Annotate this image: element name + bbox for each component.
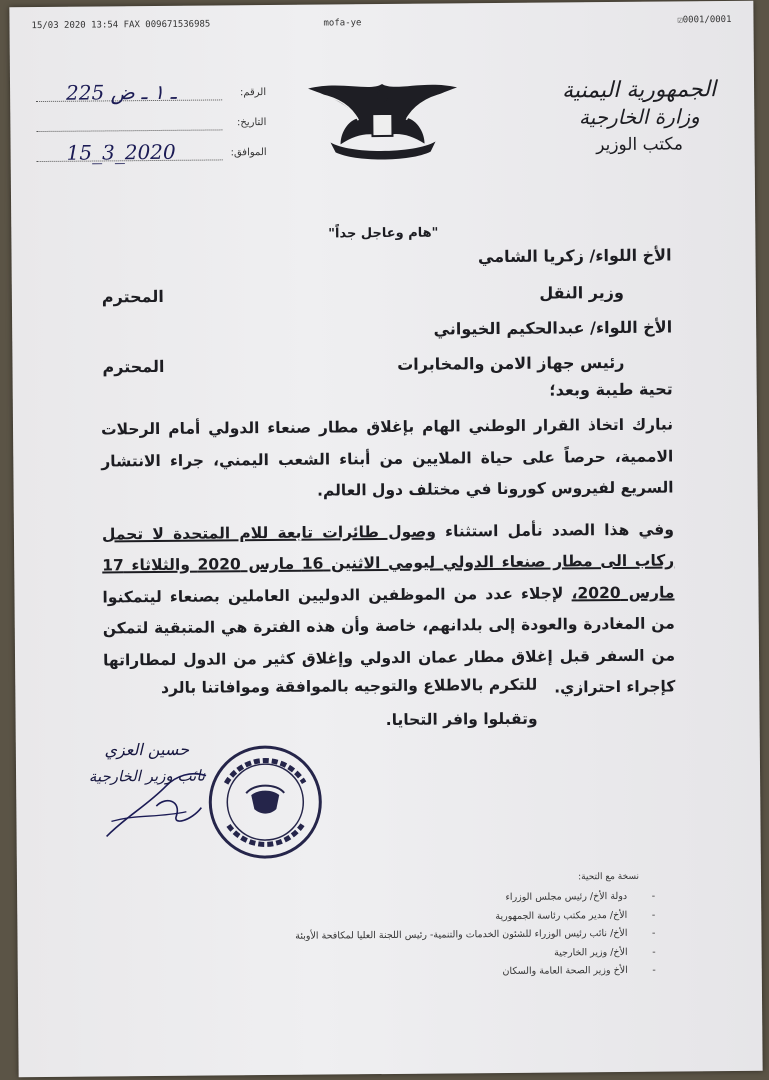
fax-sender: mofa-ye — [323, 18, 362, 29]
copy-item: - الأخ/ نائب رئيس الوزراء للشئون الخدمات والتنمية- رئيس اللجنة العليا لمكافحة الأوبئة — [167, 925, 641, 948]
fax-timestamp: 15/03 2020 13:54 FAX 009671536985 — [31, 19, 211, 32]
signer-name: حسين العزي — [104, 739, 190, 760]
date-label: التاريخ: — [236, 117, 267, 129]
underlined-request: وصول طائرات تابعة للام المتحدة لا تحمل ركاب الى مطار صنعاء الدولي ليومي الاثنين 16 مارس 2020 والثلاثاء 17 مارس 2020، — [101, 522, 675, 602]
corresponding-value: 15_3_2020 — [66, 139, 176, 165]
urgent-label: "هام وعاجل جداً" — [328, 225, 439, 242]
number-label: الرقم: — [239, 87, 267, 99]
greeting: تحية طيبة وبعد؛ — [549, 379, 673, 400]
copies-heading: نسخة مع التحية: — [578, 871, 640, 883]
reference-block — [36, 77, 267, 169]
republic-name: الجمهورية اليمنية — [561, 77, 717, 104]
copies-list — [167, 872, 642, 985]
copy-item: - دولة الأخ/ رئيس مجلس الوزراء — [167, 888, 641, 911]
letter-body — [101, 409, 676, 707]
copy-item: - الأخ وزير الصحة العامة والسكان — [168, 962, 642, 985]
paragraph-2: وفي هذا الصدد نأمل استثناء وصول طائرات تابعة للام المتحدة لا تحمل ركاب الى مطار صنعاء الدولي ليومي الاثنين 16 مارس 2020 والثلاثاء 17 مارس 2020، لإجلاء عدد من الموظفين الدوليين العاملين بصنعاء ليتمكنوا من المغادرة والعودة إلى بلدانهم، خاصة وأن هذه الفترة هي المتبقية لتمكن من السفر قبل إغلاق مطار عمان الدولي وإغلاق كثير من الدول لمطاراتها كإجراء احترازي. — [101, 519, 676, 697]
paragraph-1: نبارك اتخاذ القرار الوطني الهام بإغلاق مطار صنعاء الدولي أمام الرحلات الاممية، حرصاً على حياة الملايين من أبناء الشعب اليمني، جراء الانتشار السريع لفيروس كورونا في مختلف دول العالم. — [100, 415, 674, 500]
addressee-1-title: الأخ اللواء/ زكريا الشامي — [477, 245, 672, 267]
signer-title: نائب وزير الخارجية — [88, 766, 206, 786]
eagle-emblem-icon — [300, 73, 466, 164]
addressee-1-position: وزير النقل المحترم — [101, 282, 624, 307]
number-value: 225 ـ ١ ـ ض — [65, 79, 177, 105]
ministry-letterhead — [544, 77, 735, 156]
addressee-2-position: رئيس جهاز الامن والمخابرات المحترم — [102, 352, 625, 377]
ministry-name: وزارة الخارجية — [578, 104, 700, 130]
signature-block — [89, 740, 206, 786]
copy-item: - الأخ/ وزير الخارجية — [168, 943, 642, 966]
addressee-1-respect: المحترم — [101, 286, 164, 307]
corresponding-label: الموافق: — [230, 147, 267, 159]
fax-page-count: ☑0001/0001 — [677, 14, 732, 26]
official-stamp-icon — [206, 743, 325, 862]
letter-page — [9, 1, 762, 1077]
office-name: مكتب الوزير — [596, 134, 684, 156]
closing — [161, 668, 538, 739]
addressee-2-respect: المحترم — [102, 356, 165, 377]
addressee-2-title: الأخ اللواء/ عبدالحكيم الخيواني — [433, 317, 673, 339]
closing-line-2: وتقبلوا وافر التحايا. — [385, 709, 538, 730]
copy-item: - الأخ/ مدير مكتب رئاسة الجمهورية — [167, 906, 641, 929]
fax-header — [31, 14, 732, 32]
closing-line-1: للتكرم بالاطلاع والتوجيه بالموافقة وموافاتنا بالرد — [161, 675, 538, 697]
